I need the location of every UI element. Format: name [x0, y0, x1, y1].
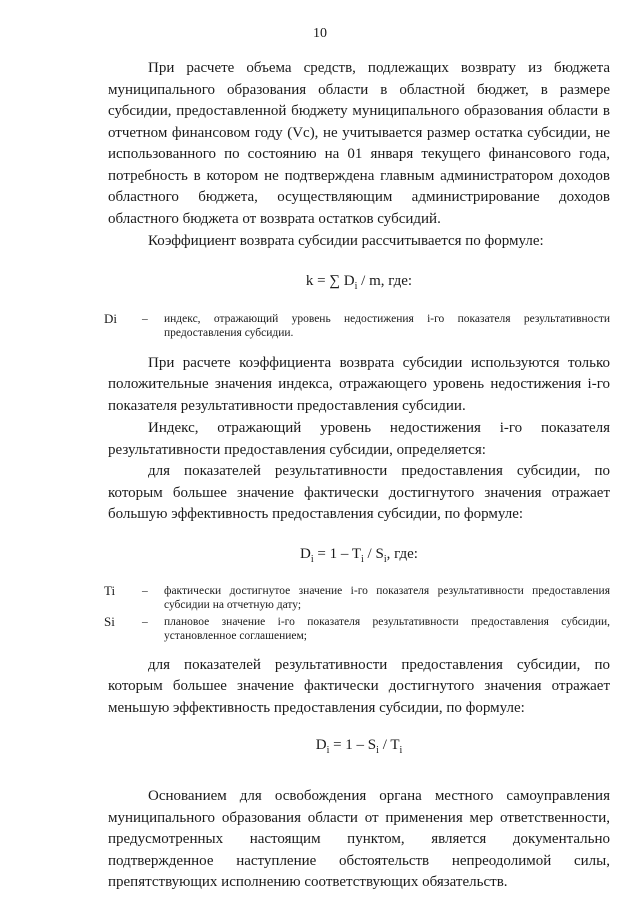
formula-d1-d: , где:: [386, 545, 418, 562]
formula-d1-a: D: [300, 545, 311, 562]
formula-d1-a-sub: i: [310, 553, 314, 565]
definition-d-text: индекс, отражающий уровень недостижения i-го показателя результативности предоставления субсидии.: [164, 312, 610, 339]
paragraph-force-majeure: Основанием для освобождения органа местного самоуправления муниципального образования области от применения мер ответственности, предусмотренных настоящим пунктом, является документально подтвержденное наступление обстоятельств непреодолимой силы, препятствующих исполнению соответствующих обязательств.: [108, 788, 610, 890]
paragraph-refund-volume: При расчете объема средств, подлежащих возврату из бюджета муниципального образования области в областной бюджет, в размере субсидии, предоставленной бюджету муниципального образования области в отчетном финансовом году (Vc), не учитывается размер остатка субсидии, не использованного по состоянию на 01 января текущего финансового года, потребность в котором не подтверждена главным администратором доходов областного бюджета, осуществляющим администрирование доходов областного бюджета от возврата остатков субсидий.: [108, 60, 610, 227]
paragraph-greater-worse: для показателей результативности предоставления субсидии, по которым большее значение фактически достигнутого значения отражает меньшую эффективность предоставления субсидии, по формуле:: [108, 656, 610, 716]
paragraph-index-definition: Индекс, отражающий уровень недостижения i-го показателя результативности предоставления субсидии, определяется:: [108, 420, 610, 458]
formula-k-sub: i: [354, 280, 358, 292]
definition-t-text: фактически достигнутое значение i-го показателя результативности предоставления субсидии на отчетную дату;: [164, 584, 610, 611]
formula-d2-b: = 1 – S: [329, 737, 377, 753]
formula-k-rhs: / m, где:: [357, 272, 413, 289]
formula-d1-b: = 1 – T: [313, 545, 362, 562]
formula-k-lhs: k = ∑ D: [305, 272, 355, 289]
definition-d-dash: –: [142, 312, 148, 325]
formula-d2-b-sub: i: [376, 745, 379, 756]
definition-d-symbol: Di: [104, 310, 117, 326]
definition-s-symbol: Si: [104, 613, 115, 629]
formula-d1-c: / S: [363, 545, 384, 562]
formula-d2-a-sub: i: [326, 745, 330, 756]
document-body: [104, 58, 610, 894]
formula-d2-c-sub: i: [399, 745, 403, 756]
definition-t: [104, 582, 610, 612]
formula-d1-c-sub: i: [383, 553, 387, 565]
formula-d2-c: / T: [378, 737, 400, 753]
definition-t-symbol: Ti: [104, 582, 116, 598]
paragraph-greater-better: для показателей результативности предоставления субсидии, по которым большее значение фактически достигнутого значения отражает большую эффективность предоставления субсидии, по формуле:: [108, 463, 610, 522]
definition-d: [104, 310, 610, 340]
page-number: 10: [313, 26, 327, 41]
paragraph-positive-values: При расчете коэффициента возврата субсидии используются только положительные значения индекса, отражающего уровень недостижения i-го показателя результативности предоставления субсидии.: [108, 354, 610, 414]
paragraph-coefficient-intro: Коэффициент возврата субсидии рассчитывается по формуле:: [148, 233, 544, 249]
formula-d1-b-sub: i: [361, 553, 364, 565]
formula-d-greater-better: [108, 546, 610, 565]
definition-s-dash: –: [142, 615, 148, 628]
definition-s: [104, 613, 610, 643]
formula-d2-a: D: [315, 737, 327, 753]
definition-s-text: плановое значение i-го показателя результативности предоставления субсидии, установленное соглашением;: [164, 615, 610, 642]
definition-t-dash: –: [142, 584, 148, 597]
formula-d-greater-worse: [108, 737, 610, 756]
formula-k: [108, 273, 610, 292]
